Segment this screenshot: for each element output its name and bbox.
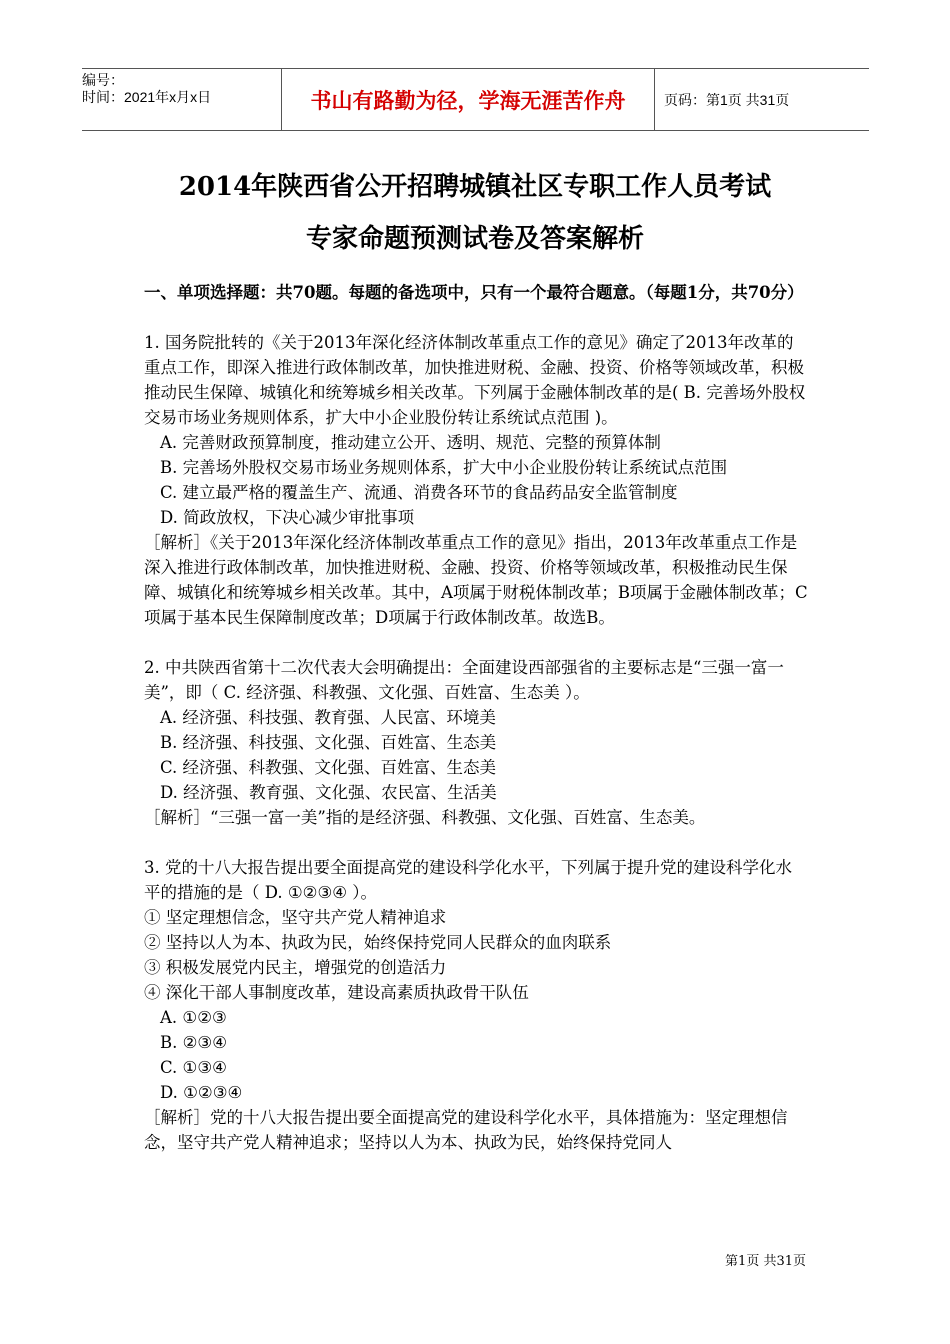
option-a: A. 完善财政预算制度，推动建立公开、透明、规范、完整的预算体制 <box>160 433 661 452</box>
option-b: B. 经济强、科技强、文化强、百姓富、生态美 <box>160 733 497 752</box>
question-stem: 3. 党的十八大报告提出要全面提高党的建设科学化水平，下列属于提升党的建设科学化水平的措施的是（ D. ①②③④ ）。 <box>144 858 792 902</box>
header-motto: 书山有路勤为径，学海无涯苦作舟 <box>281 69 655 130</box>
option-b: B. ②③④ <box>160 1033 227 1052</box>
question-2 <box>144 655 808 830</box>
option-d: D. 简政放权，下决心减少审批事项 <box>160 508 415 527</box>
header-meta <box>82 69 280 133</box>
document-title-line-1: 2014年陕西省公开招聘城镇社区专职工作人员考试 <box>178 172 772 202</box>
question-analysis: ［解析］《关于2013年深化经济体制改革重点工作的意见》指出，2013年改革重点工作是深入推进行政体制改革，加快推进财税、金融、投资、价格等领域改革，积极推动民生保障、城镇化和统筹城乡相关改革。其中，A项属于财税体制改革；B项属于金融体制改革；C项属于基本民生保障制度改革；D项属于行政体制改革。故选B。 <box>144 533 808 627</box>
option-b: B. 完善场外股权交易市场业务规则体系，扩大中小企业股份转让系统试点范围 <box>160 458 728 477</box>
option-a: A. 经济强、科技强、教育强、人民富、环境美 <box>160 708 496 727</box>
document-number-label: 编号： <box>82 72 124 88</box>
option-c: C. 建立最严格的覆盖生产、流通、消费各环节的食品药品安全监管制度 <box>160 483 678 502</box>
document-title-line-2: 专家命题预测试卷及答案解析 <box>305 224 644 254</box>
document-body <box>144 280 808 1180</box>
statement-3: ③ 积极发展党内民主，增强党的创造活力 <box>144 958 447 977</box>
option-a: A. ①②③ <box>160 1008 227 1027</box>
option-d: D. ①②③④ <box>160 1083 243 1102</box>
option-c: C. 经济强、科教强、文化强、百姓富、生态美 <box>160 758 497 777</box>
statement-2: ② 坚持以人为本、执政为民，始终保持党同人民群众的血肉联系 <box>144 933 612 952</box>
question-1 <box>144 330 808 630</box>
question-stem: 1. 国务院批转的《关于2013年深化经济体制改革重点工作的意见》确定了2013年改革的重点工作，即深入推进行政体制改革，加快推进财税、金融、投资、价格等领域改革，积极推动民生保障、城镇化和统筹城乡相关改革。下列属于金融体制改革的是( B. 完善场外股权交易市场业务规则体系，扩大中小企业股份转让系统试点范围 )。 <box>144 333 806 427</box>
section-heading: 一、单项选择题：共70题。每题的备选项中，只有一个最符合题意。（每题1分，共70分） <box>144 283 804 302</box>
option-c: C. ①③④ <box>160 1058 227 1077</box>
statement-4: ④ 深化干部人事制度改革，建设高素质执政骨干队伍 <box>144 983 529 1002</box>
page-footer: 第1页 共31页 <box>725 1254 806 1269</box>
question-analysis: ［解析］党的十八大报告提出要全面提高党的建设科学化水平，具体措施为：坚定理想信念，坚守共产党人精神追求；坚持以人为本、执政为民，始终保持党同人 <box>144 1108 788 1152</box>
header-page-info: 页码：第1页 共31页 <box>664 91 790 108</box>
page-header <box>82 68 869 131</box>
question-3 <box>144 855 808 1155</box>
option-d: D. 经济强、教育强、文化强、农民富、生活美 <box>160 783 497 802</box>
question-analysis: ［解析］“三强一富一美”指的是经济强、科教强、文化强、百姓富、生态美。 <box>144 808 706 827</box>
question-stem: 2. 中共陕西省第十二次代表大会明确提出：全面建设西部强省的主要标志是“三强一富一美”，即（ C. 经济强、科教强、文化强、百姓富、生态美 ）。 <box>144 658 784 702</box>
document-date: 时间：2021年x月x日 <box>82 89 212 105</box>
statement-1: ① 坚定理想信念，坚守共产党人精神追求 <box>144 908 447 927</box>
